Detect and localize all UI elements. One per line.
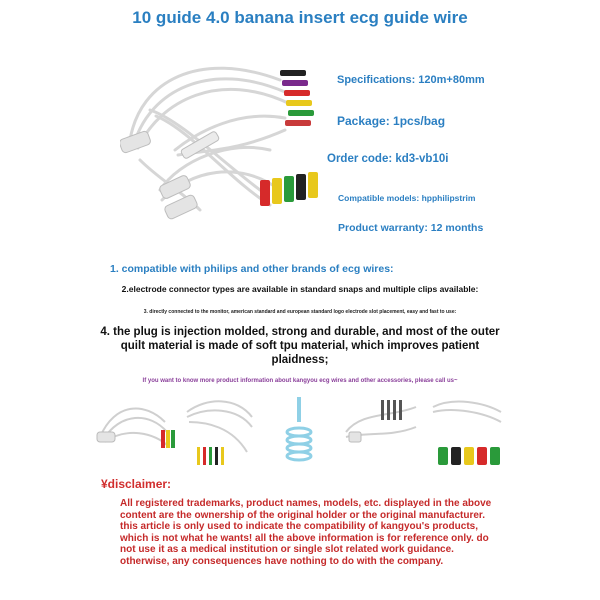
point-4: 4. the plug is injection molded, strong and durable, and most of the outer quilt material is made of soft tpu material, which improves patient plaidness; bbox=[100, 326, 500, 366]
spec-order-code: Order code: kd3-vb10i bbox=[327, 153, 449, 165]
product-thumb-4 bbox=[341, 392, 423, 472]
contact-note: If you want to know more product information about kangyou ecg wires and other accessories, please call us~ bbox=[142, 378, 458, 384]
spec-specifications: Specifications: 120m+80mm bbox=[337, 74, 485, 86]
disclaimer-text: All registered trademarks, product names, models, etc. displayed in the above content are the ownership of the original holder or the original manufacturer. this article is only used to indicate the compatibility of kangyou's products, which is not what he wants! all the above information is for reference only. do not use it as a medical institution or single slot related work guidance. otherwise, any consequences have nothing to do with the company. bbox=[120, 498, 492, 567]
ecg-cable-hero-image bbox=[120, 40, 330, 250]
spec-warranty: Product warranty: 12 months bbox=[338, 222, 484, 234]
point-3: 3. directly connected to the monitor, american standard and european standard logo electrode slot placement, easy and fast to use: bbox=[143, 309, 457, 315]
point-2: 2.electrode connector types are available in standard snaps and multiple clips available: bbox=[121, 284, 479, 294]
page-title: 10 guide 4.0 banana insert ecg guide wire bbox=[132, 8, 468, 27]
product-thumb-2 bbox=[177, 392, 259, 472]
product-thumbnails bbox=[95, 392, 505, 472]
point-1: 1. compatible with philips and other brands of ecg wires: bbox=[110, 263, 394, 275]
disclaimer-title: ¥disclaimer: bbox=[101, 477, 172, 491]
spec-package: Package: 1pcs/bag bbox=[337, 114, 446, 128]
spec-compatible-models: Compatible models: hpphilipstrim bbox=[338, 193, 476, 203]
product-thumb-5 bbox=[423, 392, 505, 472]
product-thumb-3 bbox=[259, 392, 341, 472]
product-thumb-1 bbox=[95, 392, 177, 472]
